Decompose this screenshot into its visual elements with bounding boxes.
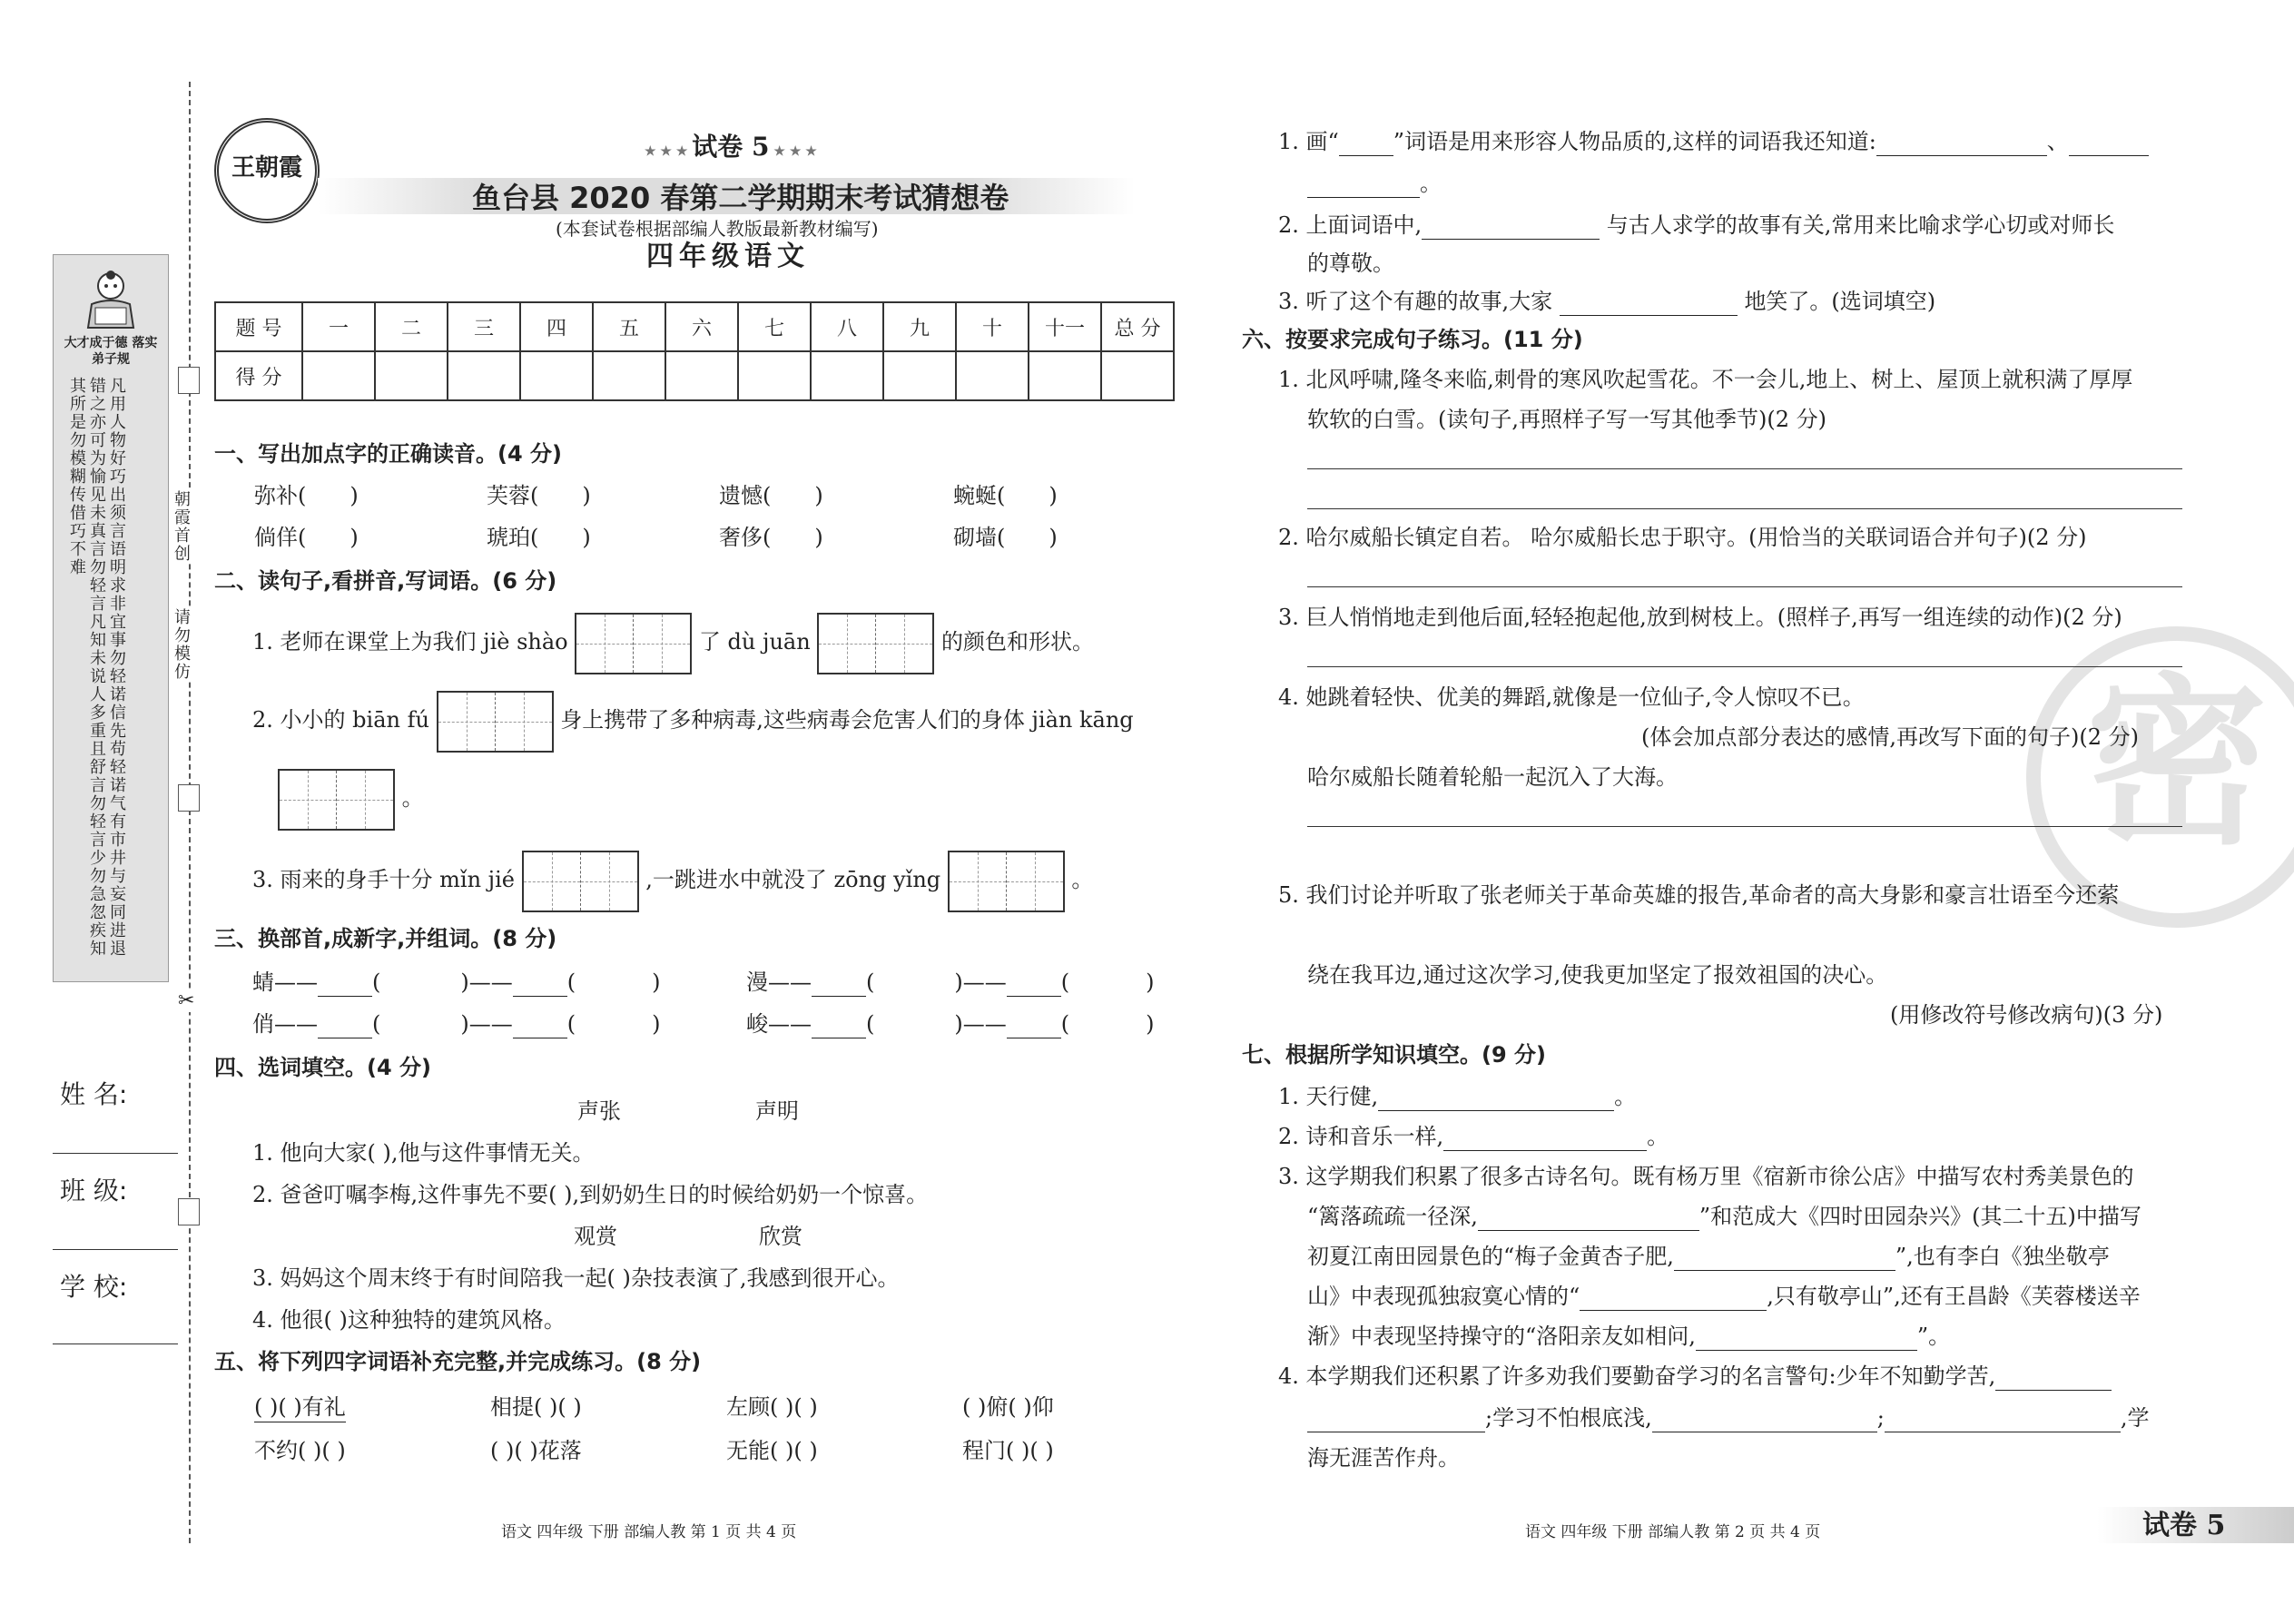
s7-q3d: 山》中表现孤独寂寞心情的“ ,只有敬亭山”,还有王昌龄《芙蓉楼送辛	[1307, 1284, 2141, 1309]
s6-q3-answer-line[interactable]	[1307, 666, 2182, 667]
sidebar-panel	[53, 254, 169, 982]
logo-text: 王朝霞	[231, 154, 302, 182]
s7-q4a: 4. 本学期我们还积累了许多劝我们要勤奋学习的名言警句:少年不知勤学苦,	[1278, 1362, 2112, 1391]
score-table	[214, 301, 1175, 401]
s7-q3b: “篱落疏疏一径深, ”和范成大《四时田园杂兴》(其二十五)中描写	[1307, 1204, 2141, 1229]
s6-q4c: 哈尔威船长随着轮船一起沉入了大海。	[1307, 764, 1678, 790]
binding-dashed-line	[189, 82, 191, 1543]
series-label: ★ ★ ★ 试卷 5 ★ ★ ★	[645, 132, 817, 162]
s4-word-2: 声明	[755, 1098, 799, 1124]
s4-q4: 4. 他很( )这种独特的建筑风格。	[252, 1307, 566, 1333]
section-7-title: 七、根据所学知识填空。(9 分)	[1242, 1042, 1546, 1068]
left-footer: 语文 四年级 下册 部编人教 第 1 页 共 4 页	[501, 1523, 797, 1541]
scissors-icon: ✂	[178, 989, 195, 1012]
student-avatar-icon	[79, 268, 143, 331]
s6-q1-answer-line-2[interactable]	[1307, 508, 2182, 509]
s7-q1: 1. 天行健, 。	[1278, 1084, 1637, 1109]
s2-q3: 3. 雨来的身手十分 mǐn jié ,一跳进水中就没了 zōng yǐng 。	[252, 850, 1093, 912]
s7-q3c: 初夏江南田园景色的“梅子金黄杏子肥, ”,也有李白《独坐敬亭	[1307, 1244, 2110, 1269]
exam-title: 鱼台县 2020 春第二学期期末考试猜想卷	[472, 181, 1009, 215]
class-field-label: 班 级:	[60, 1176, 128, 1206]
s2-q3-grid-2[interactable]	[948, 851, 1065, 912]
exam-subtitle: (本套试卷根据部编人教版最新教材编写)	[556, 218, 879, 240]
s6-q5c: (用修改符号修改病句)(3 分)	[1890, 1002, 2163, 1028]
s7-q4b: ;学习不怕根底浅, ; ,学	[1307, 1403, 2149, 1432]
s4-word-4: 欣赏	[759, 1224, 802, 1249]
margin-box-2	[178, 784, 200, 812]
s6-q1b: 软软的白雪。(读句子,再照样子写一写其他季节)(2 分)	[1307, 407, 1826, 432]
s2-q1: 1. 老师在课堂上为我们 jiè shào 了 dù juān 的颜色和形状。	[252, 612, 1094, 674]
grade-subject: 四年级语文	[646, 241, 810, 272]
s6-q1-answer-line-1[interactable]	[1307, 468, 2182, 469]
s6-q4a: 4. 她跳着轻快、优美的舞蹈,就像是一位仙子,令人惊叹不已。	[1278, 684, 1865, 710]
section-2-title: 二、读句子,看拼音,写词语。(6 分)	[214, 568, 557, 594]
dashed-label-1: 朝霞首创	[172, 490, 191, 563]
logo-badge	[214, 118, 320, 223]
s4-q3: 3. 妈妈这个周末终于有时间陪我一起( )杂技表演了,我感到很开心。	[252, 1265, 900, 1291]
score-table-header-row: 题 号 一 二 三 四 五 六 七 八 九 十 十一 总 分	[215, 302, 1174, 351]
stamp-watermark: 密	[2026, 626, 2294, 928]
section-3-title: 三、换部首,成新字,并组词。(8 分)	[214, 926, 557, 951]
s4-q1: 1. 他向大家( ),他与这件事情无关。	[252, 1140, 595, 1166]
dashed-label-2: 请勿模仿	[172, 608, 191, 681]
right-footer: 语文 四年级 下册 部编人教 第 2 页 共 4 页	[1525, 1523, 1821, 1541]
s5-q1-cont: 。	[1307, 169, 1442, 198]
s6-q3: 3. 巨人悄悄地走到他后面,轻轻抱起他,放到树枝上。(照样子,再写一组连续的动作)(2 分)	[1278, 605, 2122, 630]
margin-box-1	[178, 367, 200, 394]
s5-q3: 3. 听了这个有趣的故事,大家 地笑了。(选词填空)	[1278, 289, 1936, 314]
s6-q2: 2. 哈尔威船长镇定自若。 哈尔威船长忠于职守。(用恰当的关联词语合并句子)(2 分)	[1278, 525, 2087, 550]
s6-q1a: 1. 北风呼啸,隆冬来临,刺骨的寒风吹起雪花。不一会儿,地上、树上、屋顶上就积满了厚厚	[1278, 367, 2133, 392]
sidebar-motto-block	[54, 371, 168, 963]
s6-q2-answer-line[interactable]	[1307, 586, 2182, 587]
s2-q2-grid-2[interactable]	[278, 769, 395, 831]
s2-q2-grid-1[interactable]	[437, 691, 554, 753]
s4-word-1: 声张	[577, 1098, 621, 1124]
star-icons-left: ★ ★ ★	[645, 144, 693, 159]
s4-word-3: 观赏	[574, 1224, 617, 1249]
s6-q5a: 5. 我们讨论并听取了张老师关于革命英雄的报告,革命者的高大身影和豪言壮语至今还萦	[1278, 882, 2120, 908]
school-field-label: 学 校:	[60, 1272, 128, 1302]
motto-column: 凡用人物好巧出须言语明求非宜事勿轻诺信先苟轻诺气有市井与妄同进退错之亦可为愉见未真言勿轻言凡知未说人多重且舒言勿轻言少勿急忽疾知其所是勿模糊传借巧不难	[67, 377, 126, 958]
s2-q1-grid-1[interactable]	[575, 613, 692, 674]
section-4-title: 四、选词填空。(4 分)	[214, 1055, 431, 1080]
s6-q4b: (体会加点部分表达的感情,再改写下面的句子)(2 分)	[1641, 724, 2139, 750]
sidebar-motto-title: 大才成于德 落实弟子规	[64, 336, 158, 367]
s5-q2: 2. 上面词语中, 与古人求学的故事有关,常用来比喻求学心切或对师长	[1278, 212, 2115, 238]
s5-q1: 1. 画“ ”词语是用来形容人物品质的,这样的词语我还知道: 、	[1278, 127, 2149, 156]
section-5-title: 五、将下列四字词语补充完整,并完成练习。(8 分)	[214, 1349, 702, 1374]
s5-q2-cont: 的尊敬。	[1307, 251, 1394, 276]
s7-q3a: 3. 这学期我们积累了很多古诗名句。既有杨万里《宿新市徐公店》中描写农村秀美景色的	[1278, 1164, 2134, 1189]
school-field-line[interactable]	[53, 1343, 178, 1344]
section-6-title: 六、按要求完成句子练习。(11 分)	[1242, 327, 1583, 352]
class-field-line[interactable]	[53, 1249, 178, 1250]
s6-q5b: 绕在我耳边,通过这次学习,使我更加坚定了报效祖国的决心。	[1307, 962, 1888, 988]
s2-q1-grid-2[interactable]	[817, 613, 934, 674]
s6-q4-answer-line[interactable]	[1307, 826, 2182, 827]
s2-q2: 2. 小小的 biān fú 身上携带了多种病毒,这些病毒会危害人们的身体 jiàn kāng	[252, 690, 1134, 753]
s2-q3-grid-1[interactable]	[522, 851, 639, 912]
margin-box-3	[178, 1198, 200, 1225]
s7-q2: 2. 诗和音乐一样, 。	[1278, 1124, 1669, 1149]
corner-badge: 试卷 5	[2142, 1510, 2226, 1541]
name-field-label: 姓 名:	[60, 1079, 128, 1109]
s7-q3e: 渐》中表现坚持操守的“洛阳亲友如相问, ”。	[1307, 1324, 1951, 1349]
star-icons-right: ★ ★ ★	[769, 144, 817, 159]
s2-q2-cont: 。	[278, 768, 424, 831]
score-table-score-row[interactable]: 得 分	[215, 351, 1174, 400]
name-field-line[interactable]	[53, 1153, 178, 1154]
section-1-title: 一、写出加点字的正确读音。(4 分)	[214, 441, 562, 467]
s7-q4c: 海无涯苦作舟。	[1307, 1445, 1460, 1471]
s4-q2: 2. 爸爸叮嘱李梅,这件事先不要( ),到奶奶生日的时候给奶奶一个惊喜。	[252, 1182, 929, 1207]
